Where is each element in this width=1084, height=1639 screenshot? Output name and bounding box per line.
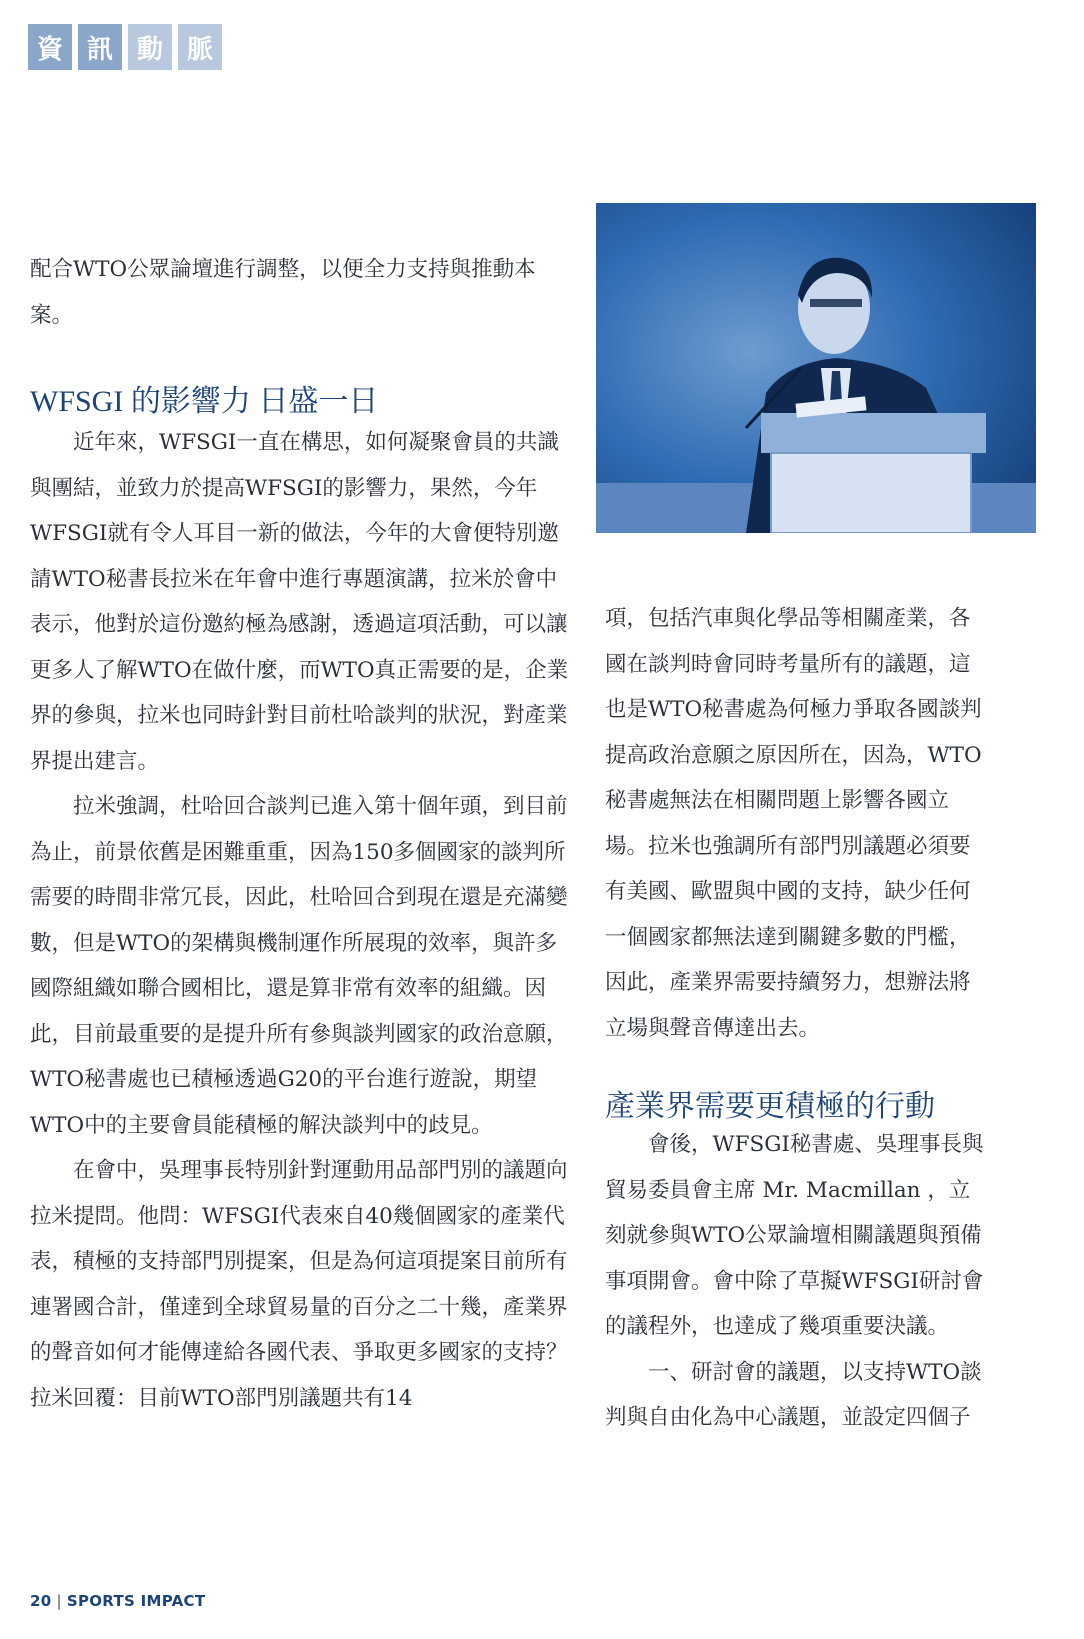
section-tag-char: 資 [28, 24, 72, 70]
body-paragraph: 在會中，吳理事長特別針對運動用品部門別的議題向拉米提問。他問：WFSGI代表來自40幾個國家的產業代表，積極的支持部門別提案，但是為何這項提案目前所有連署國合計，僅達到全球貿易量的百分之二十幾，產業界的聲音如何才能傳達給各國代表、爭取更多國家的支持？拉米回覆：目前WTO部門別議題共有14 [30, 1158, 568, 1411]
body-paragraph: 拉米強調，杜哈回合談判已進入第十個年頭，到目前為止，前景依舊是困難重重，因為150多個國家的談判所需要的時間非常冗長，因此，杜哈回合到現在還是充滿變數，但是WTO的架構與機制運作所展現的效率，與許多國際組織如聯合國相比，還是算非常有效率的組織。因此，目前最重要的是提升所有參與談判國家的政治意願，WTO秘書處也已積極透過G20的平台進行遊說，期望WTO中的主要會員能積極的解決談判中的歧見。 [30, 794, 568, 1138]
section-heading-industry: 產業界需要更積極的行動 [605, 1090, 935, 1123]
speaker-photo [596, 203, 1036, 533]
right-body [605, 1122, 990, 1441]
section-tag [28, 24, 222, 70]
left-intro [30, 247, 578, 338]
speaker-photo-image [596, 203, 1036, 533]
section-tag-char: 訊 [78, 24, 122, 70]
body-paragraph: 會後，WFSGI秘書處、吳理事長與貿易委員會主席 Mr. Macmillan ，立刻就參與WTO公眾論壇相關議題與預備事項開會。會中除了草擬WFSGI研討會的議程外，也達成了幾項重要決議。 [605, 1132, 984, 1339]
body-paragraph: 一、研討會的議題，以支持WTO談判與自由化為中心議題，並設定四個子 [605, 1359, 982, 1430]
right-continuation [605, 596, 990, 1051]
page-footer [30, 1592, 205, 1610]
left-body [30, 420, 578, 1421]
footer-divider: | [56, 1592, 62, 1610]
section-tag-char: 脈 [178, 24, 222, 70]
body-paragraph: 項，包括汽車與化學品等相關產業，各國在談判時會同時考量所有的議題，這也是WTO秘書處為何極力爭取各國談判提高政治意願之原因所在，因為，WTO秘書處無法在相關問題上影響各國立場。拉米也強調所有部門別議題必須要有美國、歐盟與中國的支持，缺少任何一個國家都無法達到關鍵多數的門檻，因此，產業界需要持續努力，想辦法將立場與聲音傳達出去。 [605, 606, 982, 1041]
section-tag-char: 動 [128, 24, 172, 70]
page-number: 20 [30, 1592, 52, 1610]
section-heading-influence: WFSGI 的影響力 日盛一日 [30, 385, 379, 418]
body-paragraph: 近年來，WFSGI一直在構思，如何凝聚會員的共識與團結，並致力於提高WFSGI的影響力，果然，今年WFSGI就有令人耳目一新的做法，今年的大會便特別邀請WTO秘書長拉米在年會中進行專題演講，拉米於會中表示，他對於這份邀約極為感謝，透過這項活動，可以讓更多人了解WTO在做什麼，而WTO真正需要的是，企業界的參與，拉米也同時針對目前杜哈談判的狀況，對產業界提出建言。 [30, 430, 569, 774]
intro-paragraph: 配合WTO公眾論壇進行調整，以便全力支持與推動本案。 [30, 257, 536, 328]
magazine-name: SPORTS IMPACT [66, 1592, 206, 1610]
